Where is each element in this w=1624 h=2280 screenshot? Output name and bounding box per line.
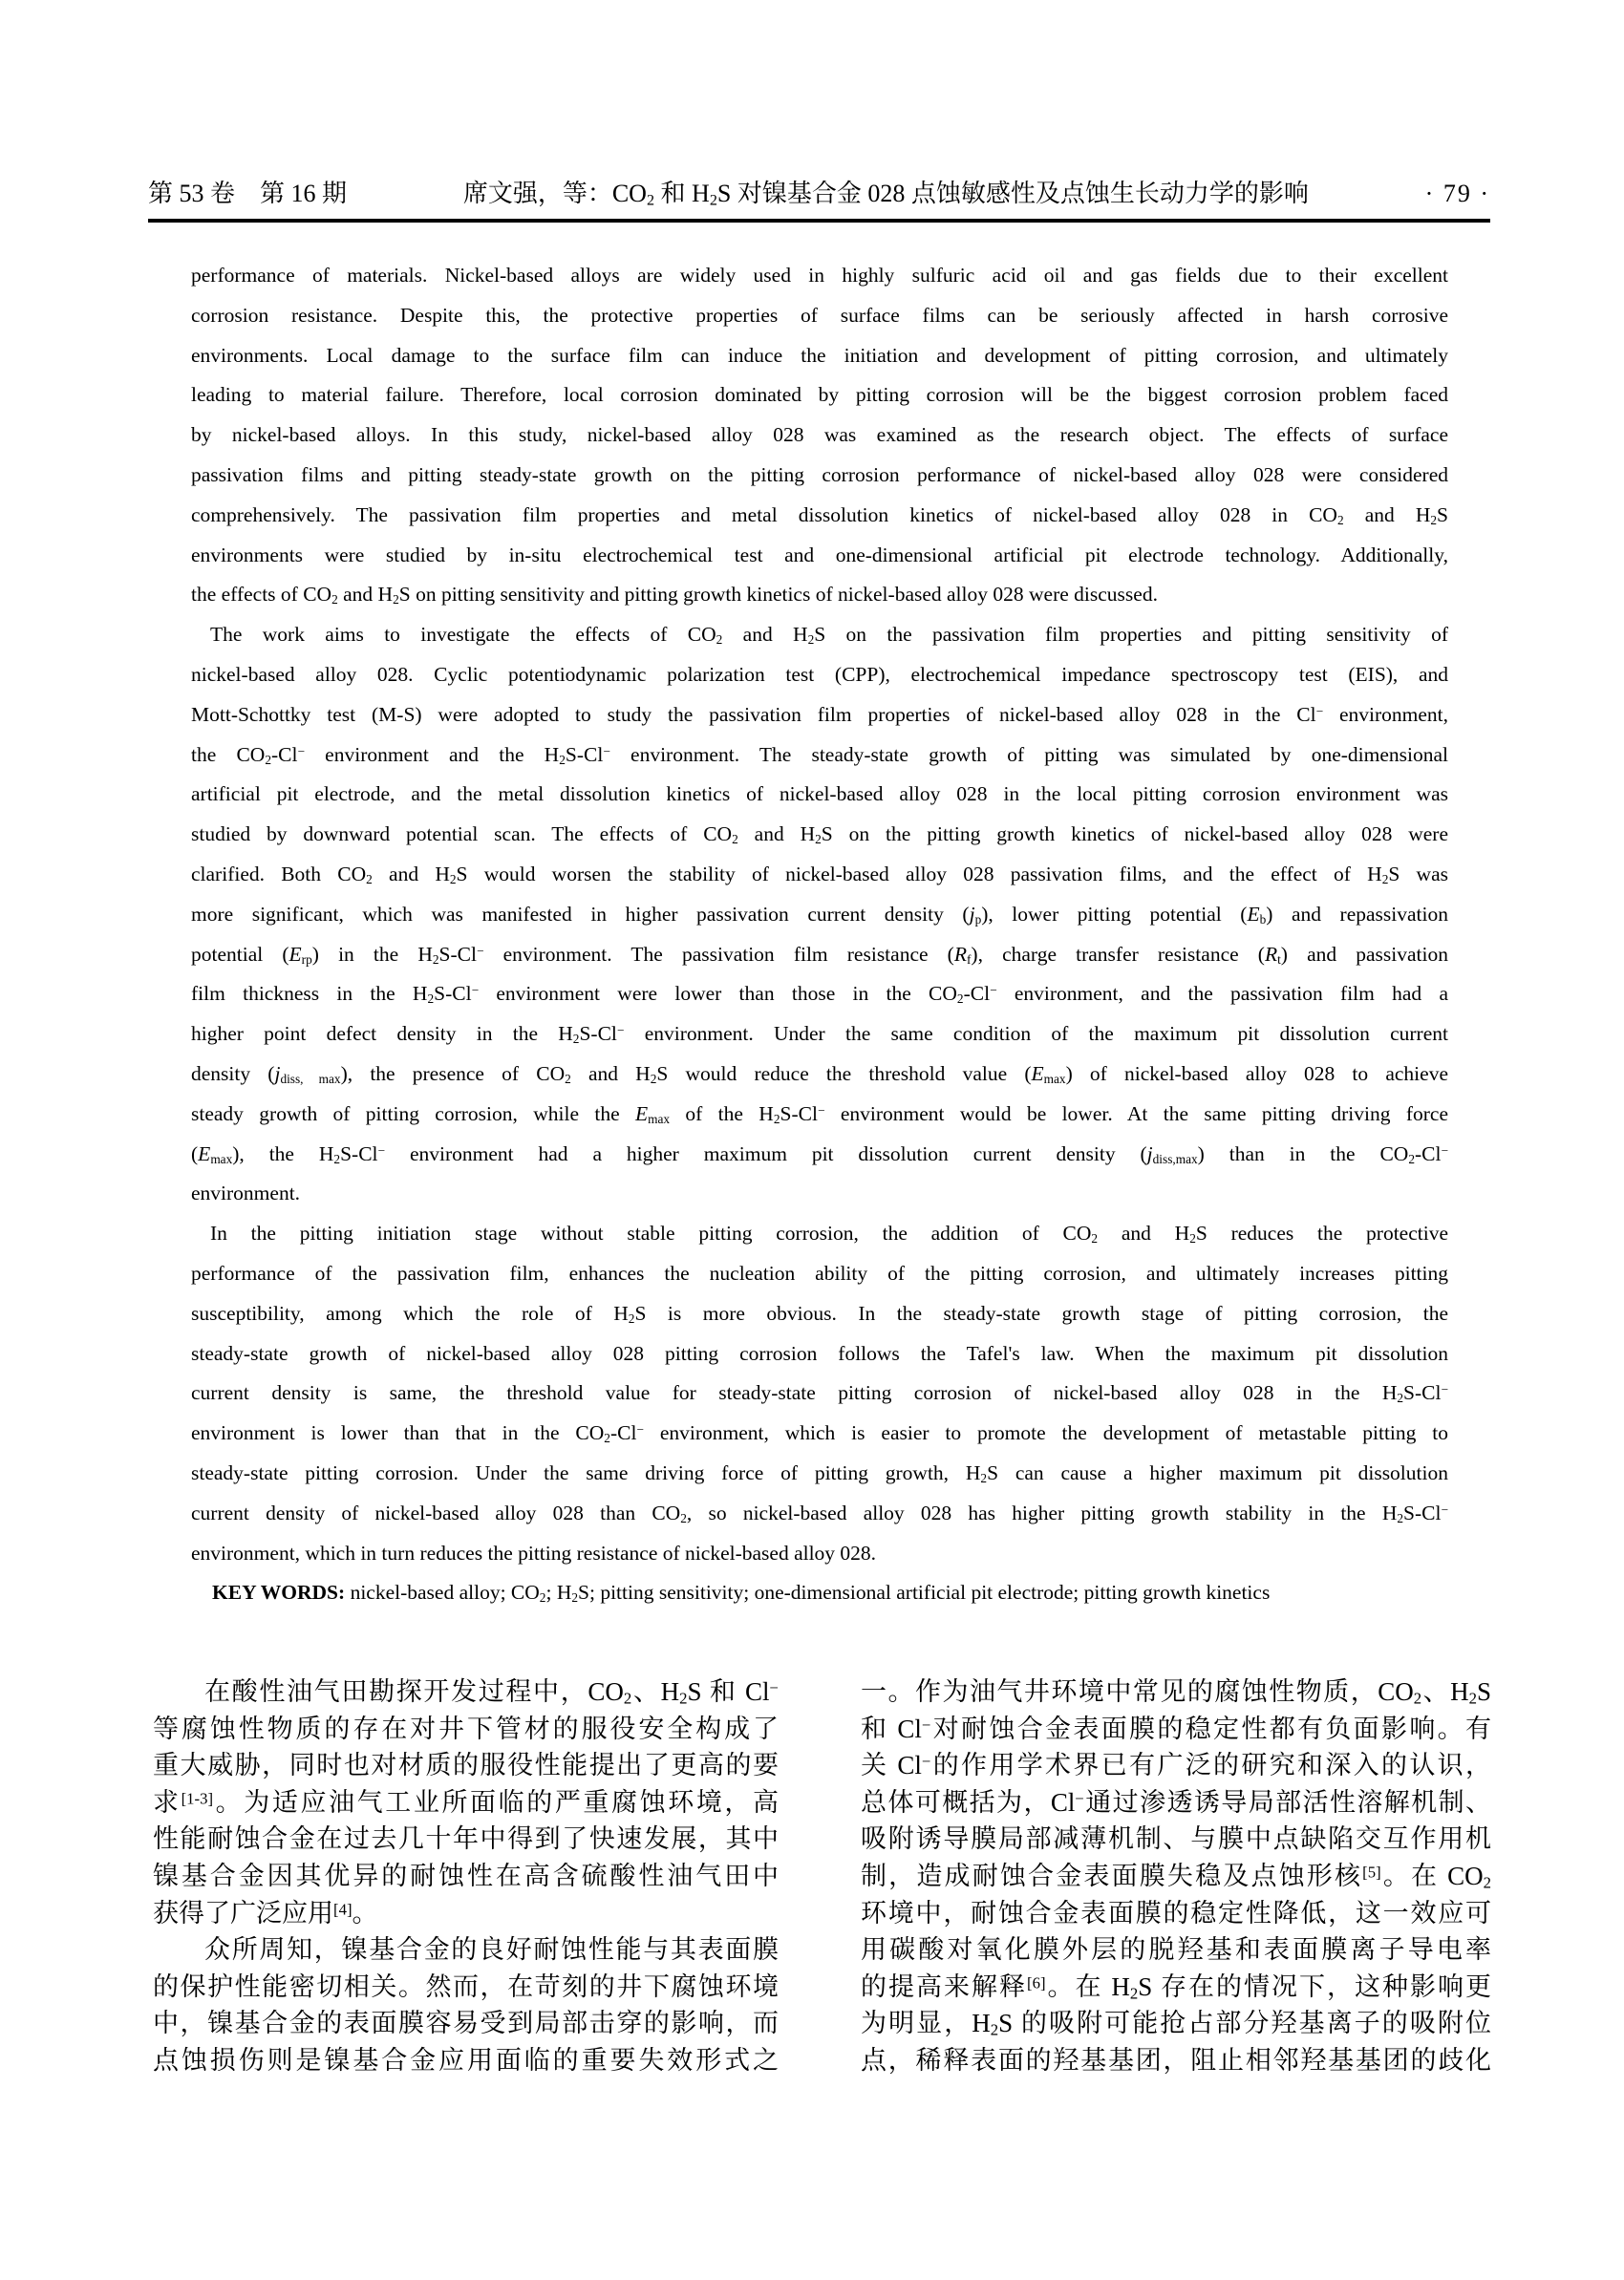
text-line: the $CO_2-Cl^-$ environment and the $H_2S-Cl^-$ environment. The steady-state growth of pitting was simulated by one-dimensional [191,742,1448,767]
text-line: 吸附诱导膜局部减薄机制、与膜中点缺陷交互作用机 [861,1824,1491,1854]
text-line: susceptibility, among which the role of $H_2S$ is more obvious. In the steady-state growth stage of pitting corrosion, the [191,1301,1448,1326]
text-line: 中，镍基合金的表面膜容易受到局部击穿的影响，而 [153,2009,779,2038]
text-line: environments were studied by in-situ electrochemical test and one-dimensional artificial pit electrode technology. Additionally, [191,543,1448,566]
text-line: 一。作为油气井环境中常见的腐蚀性物质，$CO_2$、$H_2S$ [861,1677,1492,1708]
text-line: 点，稀释表面的羟基基团，阻止相邻羟基基团的歧化 [861,2045,1491,2075]
text-line: passivation films and pitting steady-state growth on the pitting corrosion performance of nickel-based alloy 028 were considered [191,462,1448,486]
text-line: steady growth of pitting corrosion, while the $E_{max}$ of the $H_2S-Cl^-$ environment would be lower. At the same pitting driving force [191,1101,1449,1126]
paragraph [191,256,1448,615]
text-line: 为明显，$H_2S$ 的吸附可能抢占部分羟基离子的吸附位 [861,2009,1492,2040]
paragraph [191,615,1448,1214]
keywords-label: KEY WORDS: [212,1581,346,1604]
text-line: current density of nickel-based alloy 028 than $CO_2$, so nickel-based alloy 028 has higher pitting growth stability in the $H_2S-Cl^-$ [191,1501,1448,1525]
body-left-column [153,1673,779,2079]
text-line: Mott-Schottky test (M-S) were adopted to study the passivation film properties of nickel-based alloy 028 in the Cl− environment, [191,702,1448,726]
text-line: by nickel-based alloys. In this study, nickel-based alloy 028 was examined as the research object. The effects of surface [191,423,1448,447]
text-line: environment is lower than that in the $CO_2-Cl^-$ environment, which is easier to promote the development of metastable pitting to [191,1421,1448,1446]
paragraph [191,1214,1448,1573]
text-line: 总体可概括为，Cl−通过渗透诱导局部活性溶解机制、 [861,1787,1492,1817]
text-line: comprehensively. The passivation film properties and metal dissolution kinetics of nickel-based alloy 028 in $CO_2$ and $H_2S$ [191,502,1448,527]
header-rule [148,219,1490,223]
keywords-line [191,1573,1448,1613]
abstract-english [191,256,1448,1573]
paragraph [153,1931,779,2078]
text-line: nickel-based alloy 028. Cyclic potentiodynamic polarization test (CPP), electrochemical impedance spectroscopy test (EIS), and [191,662,1448,686]
text-line: 关 Cl−的作用学术界已有广泛的研究和深入的认识， [861,1751,1492,1780]
text-line: leading to material failure. Therefore, local corrosion dominated by pitting corrosion will be the biggest corrosion problem faced [191,383,1448,407]
text-line: 镍基合金因其优异的耐蚀性在高含硫酸性油气田中 [153,1861,779,1890]
text-line: performance of materials. Nickel-based alloys are widely used in highly sulfuric acid oil and gas fields due to their excellent [191,264,1448,287]
text-line: more significant, which was manifested in higher passivation current density $(j_p)$, lower pitting potential $(E_b)$ and repassivation [191,902,1448,927]
text-line: 求[1-3]。为适应油气工业所面临的严重腐蚀环境，高 [153,1787,780,1817]
text-line: corrosion resistance. Despite this, the protective properties of surface films can be seriously affected in harsh corrosive [191,303,1448,327]
text-line: 获得了广泛应用[4]。 [153,1898,378,1928]
text-line: performance of the passivation film, enhances the nucleation ability of the pitting corrosion, and ultimately increases pitting [191,1261,1448,1285]
text-line: 制，造成耐蚀合金表面膜失稳及点蚀形核[5]。在 $CO_2$ [861,1861,1492,1892]
text-line: environment. [191,1182,301,1205]
text-line: steady-state growth of nickel-based alloy 028 pitting corrosion follows the Tafel's law. When the maximum pit dissolution [191,1341,1448,1365]
running-title: 席文强，等：$CO_2$ 和 $H_2S$ 对镍基合金 028 点蚀敏感性及点蚀生长动力学的影响 [462,180,1309,209]
text-line: potential $(E_{rp})$ in the $H_2S-Cl^-$ environment. The passivation film resistance $(R_f)$, charge transfer resistance $(R_t)$ and passivation [191,942,1448,967]
text-line: In the pitting initiation stage without stable pitting corrosion, the addition of $CO_2$ and $H_2S$ reduces the protective [210,1222,1448,1247]
text-line: 的提高来解释[6]。在 $H_2S$ 存在的情况下，这种影响更 [861,1971,1492,2003]
text-line: environments. Local damage to the surface film can induce the initiation and development of pitting corrosion, and ultimately [191,343,1448,367]
text-line: studied by downward potential scan. The effects of $CO_2$ and $H_2S$ on the pitting growth kinetics of nickel-based alloy 028 were [191,822,1448,847]
text-line: current density is same, the threshold value for steady-state pitting corrosion of nickel-based alloy 028 in the $H_2S-Cl^-$ [191,1381,1448,1406]
text-line: artificial pit electrode, and the metal dissolution kinetics of nickel-based alloy 028 in the local pitting corrosion environment was [191,782,1448,806]
text-line: $(E_{max})$, the $H_2S-Cl^-$ environment had a higher maximum pit dissolution current density $(j_{diss,max})$ than in the $CO_2-Cl^-$ [191,1141,1448,1166]
text-line: 环境中，耐蚀合金表面膜的稳定性降低，这一效应可 [861,1898,1491,1928]
text-line: 在酸性油气田勘探开发过程中，$CO_2$、$H_2S$ 和 Cl− [204,1677,779,1708]
paragraph [861,1673,1491,2079]
text-line: 重大威胁，同时也对材质的服役性能提出了更高的要 [153,1751,779,1780]
page-number: · 79 · [1424,180,1490,207]
text-line: steady-state pitting corrosion. Under the same driving force of pitting growth, $H_2S$ can cause a higher maximum pit dissolution [191,1460,1448,1485]
text-line: 等腐蚀性物质的存在对井下管材的服役安全构成了 [153,1714,779,1743]
page-header [148,178,1490,210]
text-line: 众所周知，镍基合金的良好耐蚀性能与其表面膜 [204,1935,779,1965]
keywords-text: nickel-based alloy; $CO_2$; $H_2S$; pitting sensitivity; one-dimensional artificial pit electrode; pitting growth kinetics [345,1581,1271,1605]
text-line: 用碳酸对氧化膜外层的脱羟基和表面膜离子导电率 [861,1935,1491,1965]
body-right-column [861,1673,1491,2079]
text-line: 性能耐蚀合金在过去几十年中得到了快速发展，其中 [153,1824,779,1854]
text-line: clarified. Both $CO_2$ and $H_2S$ would worsen the stability of nickel-based alloy 028 passivation films, and the effect of $H_2S$ was [191,862,1448,886]
text-line: 的保护性能密切相关。然而，在苛刻的井下腐蚀环境 [153,1971,779,2001]
text-line: environment, which in turn reduces the pitting resistance of nickel-based alloy 028. [191,1541,877,1565]
text-line: higher point defect density in the $H_2S-Cl^-$ environment. Under the same condition of the maximum pit dissolution current [191,1022,1448,1047]
text-line: 和 Cl−对耐蚀合金表面膜的稳定性都有负面影响。有 [861,1714,1492,1743]
text-line: The work aims to investigate the effects of $CO_2$ and $H_2S$ on the passivation film properties and pitting sensitivity of [210,623,1448,648]
text-line: film thickness in the $H_2S-Cl^-$ environment were lower than those in the $CO_2-Cl^-$ environment, and the passivation film had a [191,982,1448,1007]
paragraph [153,1673,779,1931]
text-line: the effects of $CO_2$ and $H_2S$ on pitting sensitivity and pitting growth kinetics of nickel-based alloy 028 were discussed. [191,583,1158,607]
text-line: 点蚀损伤则是镍基合金应用面临的重要失效形式之 [153,2045,779,2075]
text-line: density $(j_{diss, max})$, the presence of $CO_2$ and $H_2S$ would reduce the threshold value $(E_{max})$ of nickel-based alloy 028 to achieve [191,1061,1448,1086]
volume-issue: 第 53 卷 第 16 期 [148,180,348,207]
